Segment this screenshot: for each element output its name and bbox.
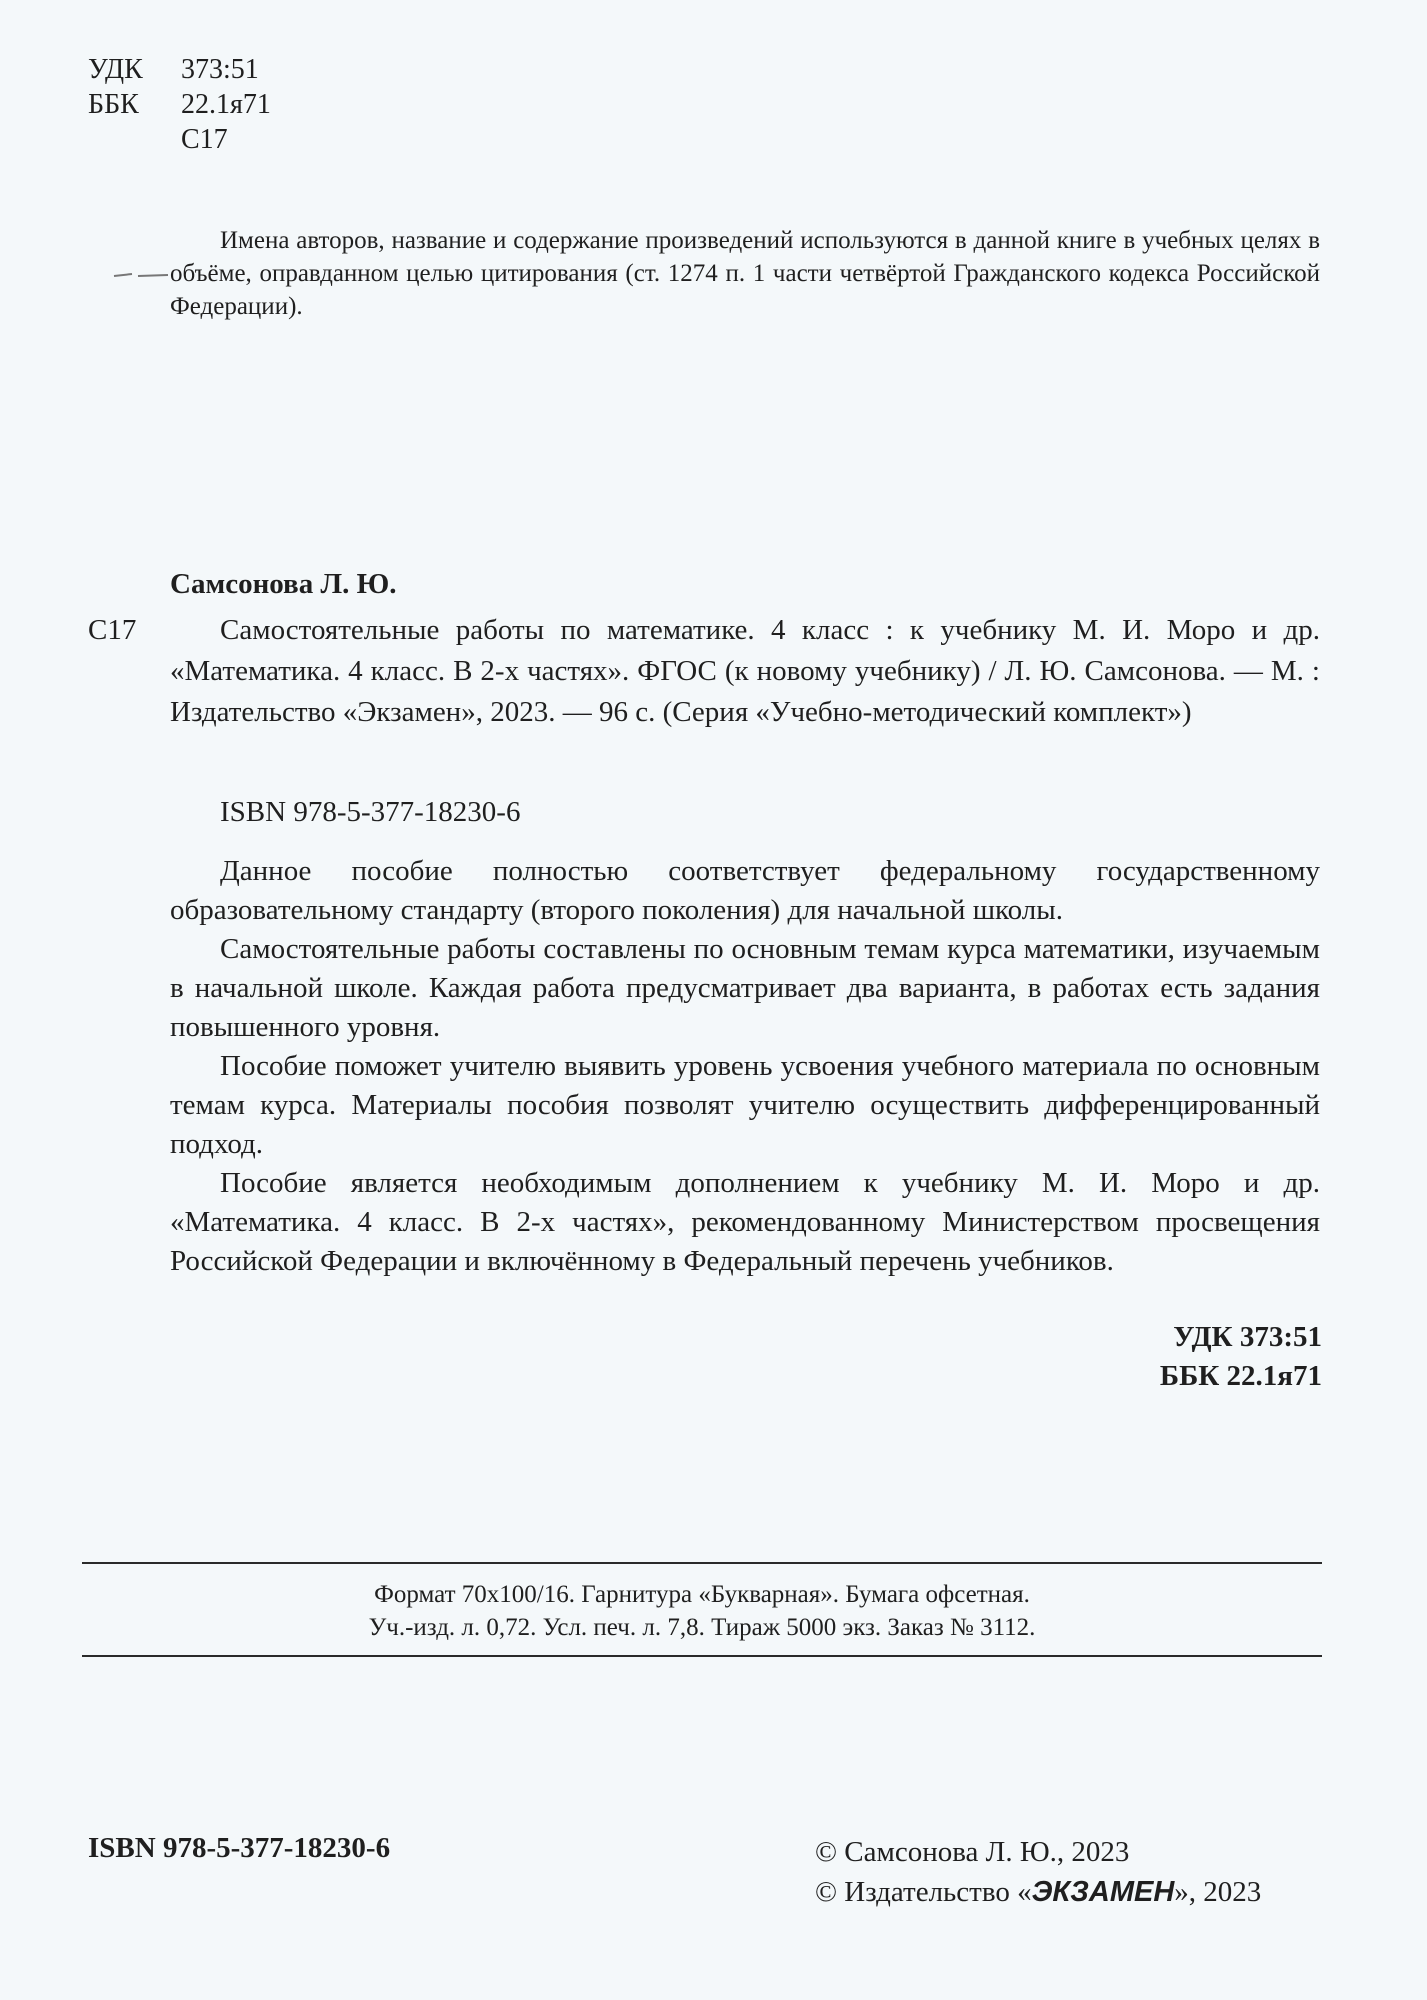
annotation-paragraph: Пособие поможет учителю выявить уровень усвоения учебного материала по основным темам курса. Материалы пособия позволят учителю осуществить дифференцированный подход.: [170, 1050, 1320, 1160]
annotation: [170, 852, 1320, 1281]
classification-codes-bold: [1062, 1318, 1322, 1396]
copyright-lines: [815, 1832, 1261, 1912]
bibliographic-text: Самостоятельные работы по математике. 4 класс : к учебнику М. И. Моро и др. «Математика. 4 класс. В 2-х частях». ФГОС (к новому учебнику) / Л. Ю. Самсонова. — М. : Издательство «Экзамен», 2023. — 96 с. (Серия «Учебно-методический комплект»): [170, 614, 1320, 728]
pencil-mark-icon: [112, 270, 172, 280]
publisher-brand: ЭКЗАМЕН: [1031, 1876, 1175, 1908]
copyright-notice-text: Имена авторов, название и содержание произведений используются в данной книге в учебных целях в объёме, оправданном целью цитирования (ст. 1274 п. 1 части четвёртой Гражданского кодекса Российской Федерации).: [170, 227, 1320, 320]
annotation-paragraph: Самостоятельные работы составлены по основным темам курса математики, изучаемым в начальной школе. Каждая работа предусматривает два варианта, в работах есть задания повышенного уровня.: [170, 933, 1320, 1043]
print-specs-line1: Формат 70х100/16. Гарнитура «Букварная». Бумага офсетная.: [374, 1581, 1030, 1608]
isbn-footer: ISBN 978-5-377-18230-6: [88, 1832, 391, 1864]
copyright-publisher: © Издательство «ЭКЗАМЕН», 2023: [815, 1876, 1262, 1908]
bbk-bold: ББК 22.1я71: [1159, 1360, 1322, 1392]
print-specs-line2: Уч.-изд. л. 0,72. Усл. печ. л. 7,8. Тираж 5000 экз. Заказ № 3112.: [368, 1614, 1036, 1641]
classification-codes: [88, 52, 271, 157]
imprint-rule-bottom: [82, 1655, 1322, 1657]
annotation-paragraph: Данное пособие полностью соответствует федеральному государственному образовательному стандарту (второго поколения) для начальной школы.: [170, 855, 1320, 926]
shelf-mark: С17: [88, 614, 137, 646]
udk-value: 373:51: [181, 54, 259, 85]
bbk-value: 22.1я71: [181, 89, 271, 120]
bbk-label: ББК: [88, 89, 139, 120]
print-specs: [82, 1578, 1322, 1644]
bibliographic-description: [170, 610, 1320, 733]
udk-bold: УДК 373:51: [1173, 1321, 1322, 1353]
copyright-notice: [170, 224, 1320, 323]
author-name: Самсонова Л. Ю.: [170, 568, 397, 600]
annotation-paragraph: Пособие является необходимым дополнением к учебнику М. И. Моро и др. «Математика. 4 класс. В 2-х частях», рекомендованному Министерством просвещения Российской Федерации и включённому в Федеральный перечень учебников.: [170, 1167, 1320, 1277]
author-mark: С17: [181, 124, 228, 155]
udk-label: УДК: [88, 54, 143, 85]
copyright-author: © Самсонова Л. Ю., 2023: [815, 1836, 1130, 1868]
imprint-rule-top: [82, 1562, 1322, 1564]
isbn-line: ISBN 978-5-377-18230-6: [220, 796, 521, 828]
